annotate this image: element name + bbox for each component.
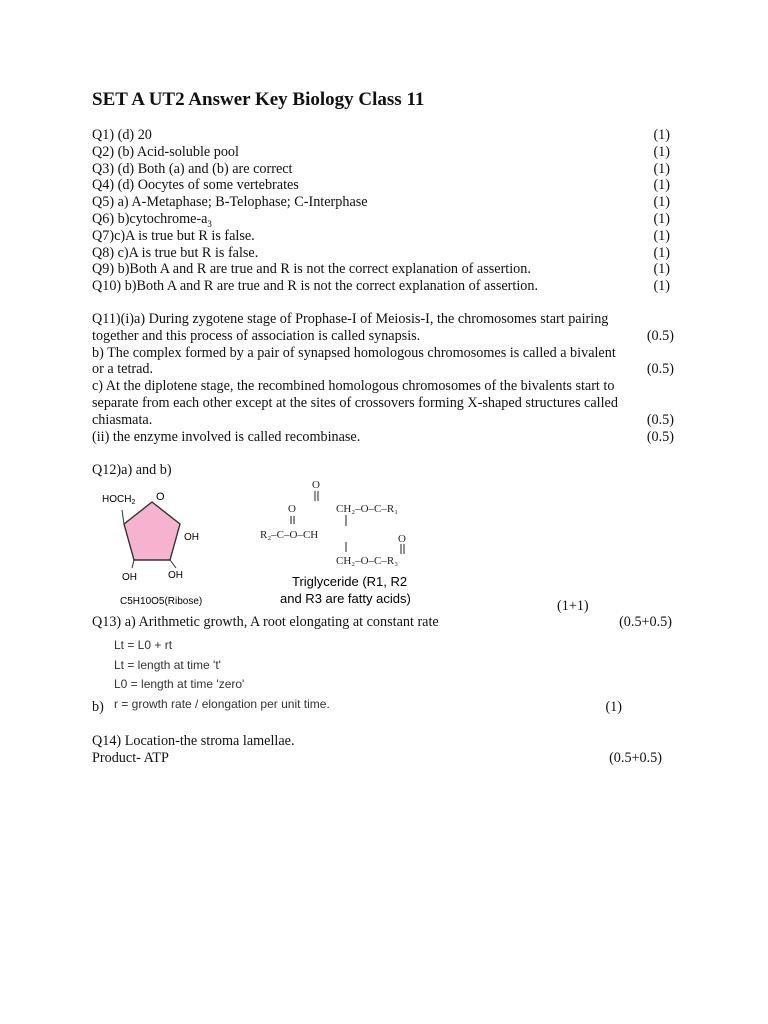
answer-row: Q1) (d) 20 (1) [92, 127, 670, 143]
triglyceride-caption-2: and R3 are fatty acids) [280, 591, 411, 606]
ribose-ring [124, 502, 180, 560]
answer-key-page [92, 0, 676, 1024]
svg-text:CH₂–O–C–R₃: CH₂–O–C–R₃ [336, 555, 399, 567]
growth-formula: Lt = L0 + rt Lt = length at time 't' L0 = length at time 'zero' r = growth rate / elongation per unit time. [114, 638, 330, 711]
ribose-formula: C5H10O5(Ribose) [120, 596, 203, 607]
ribose-o-label: O [156, 491, 165, 503]
ribose-hoch-label: $HOCH_2$ [102, 494, 136, 506]
ribose-oh-left: OH [122, 572, 137, 583]
answer-row: Q2) (b) Acid-soluble pool (1) [92, 143, 670, 160]
q14-answer: Q14) Location-the stroma lamellae. Product- ATP (0.5+0.5) [92, 733, 662, 766]
svg-text:O: O [312, 480, 320, 491]
svg-text:CH₂–O–C–R₁: CH₂–O–C–R₁ [336, 503, 399, 515]
q12-label: Q12)a) and b) [92, 462, 172, 478]
mcq-answers [92, 127, 670, 295]
triglyceride-structure [260, 480, 406, 567]
q12-mark: (1+1) [557, 598, 589, 614]
q11-answer: Q11)(i)a) During zygotene stage of Prophase-I of Meiosis-I, the chromosomes start pairing together and this process of association is called synapsis. (0.5) b) The complex formed by a pair of synapsed homologous chromosomes is called a bivalent or a tetrad. (0.5) c) At the diplotene stage, the recombined homologous chromosomes of the bivalents start to separate from each other except at the sites of crossovers forming X-shaped structures called chiasmata. (0.5) (ii) the enzyme involved is called recombinase. (0.5) [92, 311, 674, 445]
ribose-oh-right: OH [184, 532, 199, 543]
answer-row: Q10) b)Both A and R are true and R is not the correct explanation of assertion. (1) [92, 278, 670, 295]
answer-row: Q4) (d) Oocytes of some vertebrates (1) [92, 177, 670, 194]
svg-text:R₂–C–O–CH: R₂–C–O–CH [260, 529, 319, 541]
q13-answer-a: Q13) a) Arithmetic growth, A root elongating at constant rate (0.5+0.5) [92, 614, 672, 630]
answer-row: Q3) (d) Both (a) and (b) are correct (1) [92, 160, 670, 177]
q12-structures-figure [92, 480, 492, 610]
svg-text:O: O [398, 533, 406, 545]
answer-row: Q5) a) A-Metaphase; B-Telophase; C-Interphase (1) [92, 194, 670, 211]
answer-row: Q7)c)A is true but R is false. (1) [92, 227, 670, 244]
page-title: SET A UT2 Answer Key Biology Class 11 [92, 89, 425, 110]
answer-row: Q9) b)Both A and R are true and R is not the correct explanation of assertion. (1) [92, 261, 670, 278]
svg-text:O: O [288, 503, 296, 515]
ribose-oh-mid: OH [168, 570, 183, 581]
answer-row: Q6) $b)cytochrome-a_3$ (1) [92, 210, 670, 229]
triglyceride-caption-1: Triglyceride (R1, R2 [292, 574, 408, 589]
answer-row: Q8) c)A is true but R is false. (1) [92, 244, 670, 261]
q13-answer-b: b) (1) [92, 699, 622, 715]
